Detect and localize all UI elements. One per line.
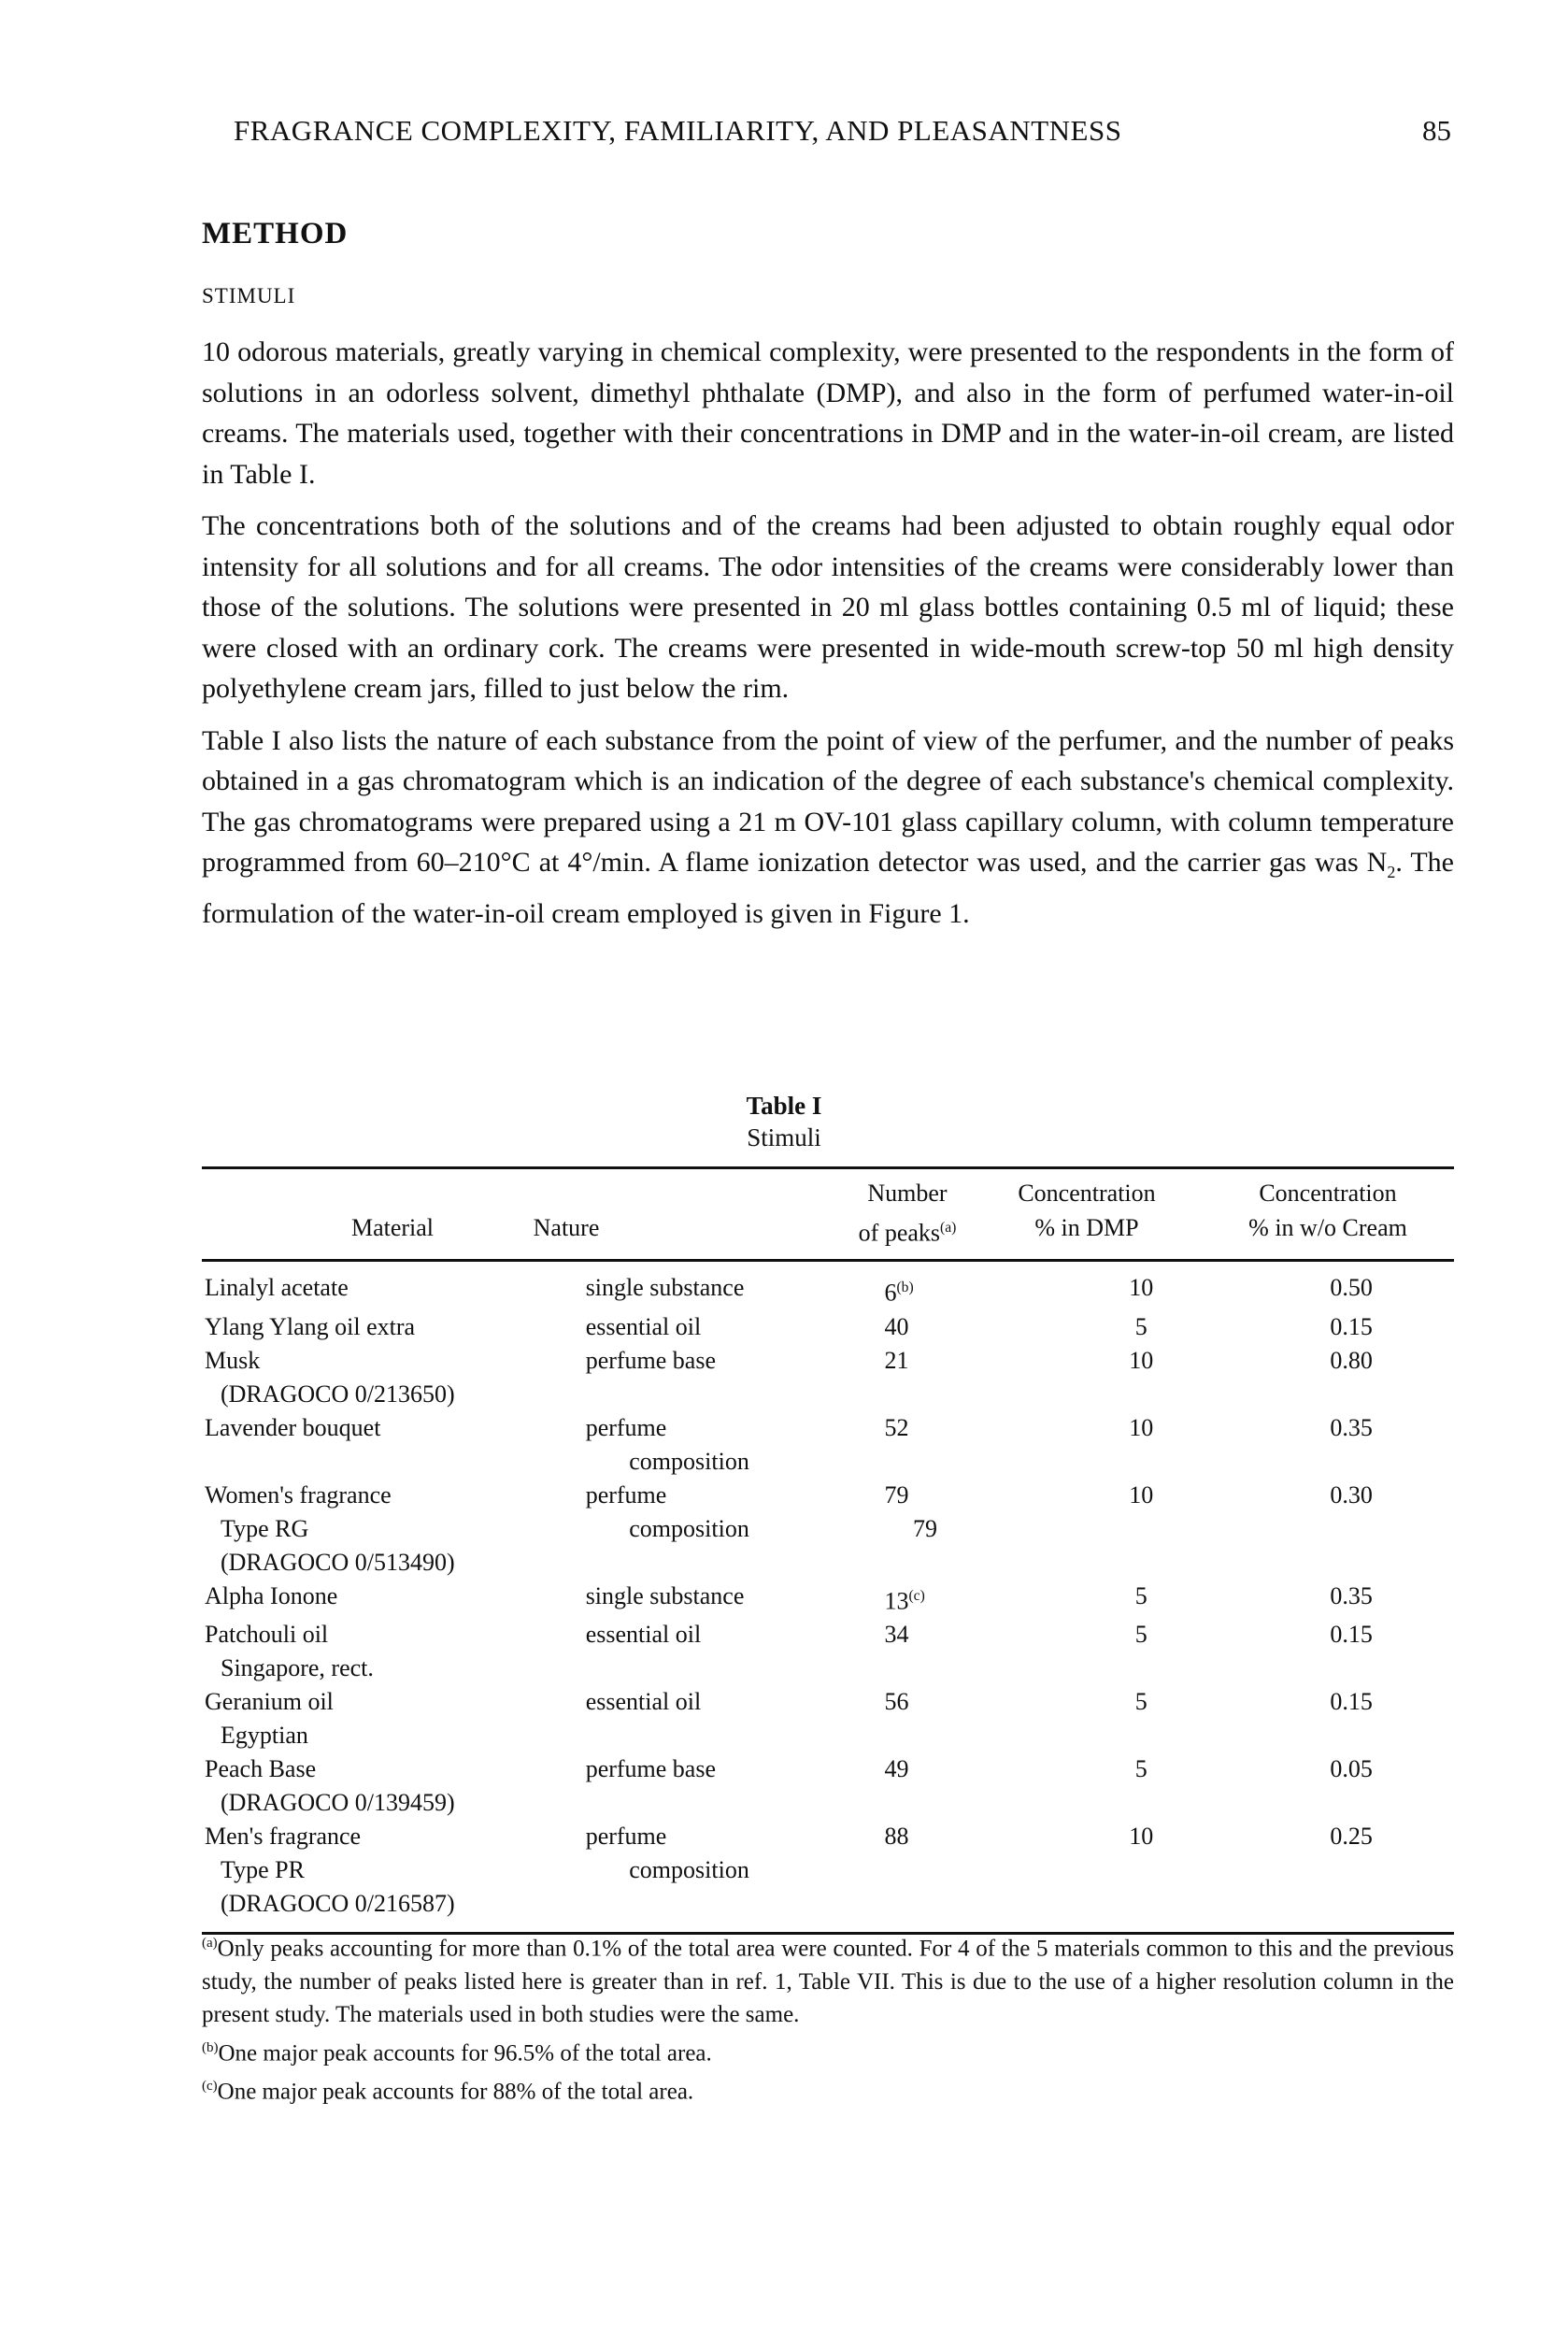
cell-cream bbox=[1259, 1378, 1454, 1411]
cell-nature: perfume base bbox=[585, 1346, 717, 1374]
cell-material: (DRAGOCO 0/139459) bbox=[221, 1789, 455, 1817]
header-dmp-line2: % in DMP bbox=[1034, 1214, 1139, 1241]
table-row bbox=[202, 1344, 1454, 1378]
cell-dmp bbox=[1055, 1652, 1259, 1685]
peaks-value: 34 bbox=[884, 1621, 909, 1649]
header-nature: Nature bbox=[533, 1214, 600, 1241]
cell-material: (DRAGOCO 0/216587) bbox=[221, 1890, 455, 1918]
cell-nature: composition bbox=[629, 1856, 749, 1884]
cell-nature: single substance bbox=[585, 1581, 745, 1609]
cell-peaks bbox=[884, 1580, 1033, 1619]
peaks-value: 88 bbox=[884, 1823, 909, 1851]
table-row bbox=[202, 1378, 1454, 1411]
cell-dmp: 10 bbox=[1129, 1480, 1154, 1509]
header-cream bbox=[1220, 1176, 1435, 1245]
table-header bbox=[202, 1169, 1454, 1259]
cell-dmp: 5 bbox=[1134, 1688, 1147, 1716]
footnote bbox=[202, 2070, 1454, 2109]
header-dmp bbox=[979, 1176, 1194, 1245]
cell-nature: essential oil bbox=[585, 1688, 702, 1716]
section-heading: METHOD bbox=[202, 217, 349, 250]
cell-material: Women's fragrance bbox=[205, 1480, 392, 1509]
cell-material: Lavender bouquet bbox=[205, 1413, 381, 1441]
cell-material: Peach Base bbox=[205, 1755, 317, 1783]
table-body bbox=[202, 1262, 1454, 1932]
header-peaks-line1: Number bbox=[867, 1180, 948, 1207]
subscript: 2 bbox=[1387, 863, 1396, 881]
cell-cream: 0.05 bbox=[1330, 1755, 1373, 1783]
footnote-text: One major peak accounts for 96.5% of the total area. bbox=[218, 2040, 712, 2066]
paragraph bbox=[202, 721, 1454, 935]
cell-dmp bbox=[1055, 1378, 1259, 1411]
body-text bbox=[202, 332, 1454, 945]
cell-dmp: 10 bbox=[1129, 1346, 1154, 1374]
cell-peaks bbox=[913, 1445, 1055, 1479]
table-row bbox=[202, 1820, 1454, 1853]
footnote bbox=[202, 1927, 1454, 2032]
footnote-mark: (c) bbox=[202, 2078, 218, 2094]
cell-nature bbox=[582, 1887, 913, 1921]
table-row bbox=[202, 1271, 1454, 1310]
table-subtitle: Stimuli bbox=[747, 1123, 821, 1151]
cell-cream bbox=[1259, 1445, 1454, 1479]
paragraph-text: Table I also lists the nature of each substance from the point of view of the perfumer, and the number of peaks obtained in a gas chromatogram which is an indication of the degree of each substance's chemical complexity. The gas chromatograms were prepared using a 21 m OV-101 glass capillary column, with column temperature programmed from 60–210°C at 4°/min. A flame ionization detector was used, and the carrier gas was N bbox=[202, 724, 1454, 878]
paragraph: The concentrations both of the solutions and of the creams had been adjusted to obtain roughly equal odor intensity for all solutions and for all creams. The odor intensities of the creams were considerably lower than those of the solutions. The solutions were presented in 20 ml glass bottles containing 0.5 ml of liquid; these were closed with an ordinary cork. The creams were presented in wide-mouth screw-top 50 ml high density polyethylene cream jars, filled to just below the rim. bbox=[202, 510, 1454, 704]
cell-dmp bbox=[1055, 1445, 1259, 1479]
table-row bbox=[202, 1479, 1454, 1512]
table-row bbox=[202, 1512, 1454, 1546]
cell-nature bbox=[582, 1378, 913, 1411]
cell-cream bbox=[1259, 1512, 1454, 1546]
cell-nature bbox=[582, 1652, 913, 1685]
header-peaks bbox=[837, 1176, 977, 1251]
cell-dmp bbox=[1055, 1887, 1259, 1921]
cell-material: Type PR bbox=[221, 1856, 305, 1884]
table-row bbox=[202, 1719, 1454, 1752]
cell-material: Musk bbox=[205, 1346, 261, 1374]
header-dmp-line1: Concentration bbox=[1018, 1180, 1156, 1207]
cell-cream: 0.15 bbox=[1330, 1621, 1373, 1649]
peaks-value: 40 bbox=[884, 1312, 909, 1340]
running-title: FRAGRANCE COMPLEXITY, FAMILIARITY, AND PLEASANTNESS bbox=[234, 114, 1122, 147]
cell-cream bbox=[1259, 1887, 1454, 1921]
cell-cream: 0.80 bbox=[1330, 1346, 1373, 1374]
cell-peaks bbox=[913, 1786, 1055, 1820]
table-footnotes bbox=[202, 1927, 1454, 2108]
header-cream-line2: % in w/o Cream bbox=[1248, 1214, 1407, 1241]
cell-nature: essential oil bbox=[585, 1312, 702, 1340]
footnote-mark: (b) bbox=[202, 2039, 219, 2055]
cell-cream bbox=[1259, 1853, 1454, 1887]
cell-peaks bbox=[913, 1378, 1055, 1411]
cell-nature: single substance bbox=[585, 1274, 745, 1301]
table-row bbox=[202, 1752, 1454, 1786]
header-material: Material bbox=[350, 1214, 435, 1241]
cell-material: (DRAGOCO 0/213650) bbox=[221, 1380, 455, 1408]
cell-cream bbox=[1259, 1719, 1454, 1752]
cell-nature bbox=[582, 1786, 913, 1820]
cell-nature: composition bbox=[629, 1514, 749, 1542]
cell-peaks bbox=[913, 1546, 1055, 1580]
footnote-mark: (a) bbox=[940, 1220, 957, 1236]
peaks-value: 52 bbox=[884, 1413, 909, 1441]
cell-dmp bbox=[1055, 1853, 1259, 1887]
cell-nature: perfume bbox=[585, 1823, 667, 1851]
cell-peaks bbox=[913, 1719, 1055, 1752]
peaks-value: 13 bbox=[884, 1587, 909, 1615]
cell-dmp: 10 bbox=[1129, 1413, 1154, 1441]
cell-material: Men's fragrance bbox=[205, 1823, 362, 1851]
peaks-value: 6 bbox=[884, 1279, 897, 1307]
cell-material: Type RG bbox=[221, 1514, 309, 1542]
footnote-mark: (a) bbox=[202, 1936, 218, 1951]
cell-cream bbox=[1259, 1652, 1454, 1685]
header-peaks-line2: of peaks bbox=[858, 1219, 941, 1247]
peaks-value: 49 bbox=[884, 1755, 909, 1783]
peaks-value: 56 bbox=[884, 1688, 909, 1716]
cell-material bbox=[202, 1445, 582, 1479]
paragraph-text: . The formulation of the water-in-oil cream employed is given in Figure 1. bbox=[202, 847, 1454, 929]
footnote-text: Only peaks accounting for more than 0.1% of the total area were counted. For 4 of the 5 materials common to this and the previous study, the number of peaks listed here is greater than in ref. 1, Table VII. This is due to the use of a higher resolution column in the present study. The materials used in both studies were the same. bbox=[202, 1936, 1454, 2028]
cell-peaks bbox=[884, 1479, 1033, 1512]
cell-peaks bbox=[913, 1887, 1055, 1921]
cell-dmp bbox=[1055, 1512, 1259, 1546]
cell-nature: composition bbox=[629, 1447, 749, 1475]
table-title: Table I bbox=[746, 1092, 822, 1120]
cell-cream: 0.35 bbox=[1330, 1581, 1373, 1609]
table-caption bbox=[0, 1090, 1568, 1153]
cell-material: Alpha Ionone bbox=[205, 1581, 338, 1609]
peaks-value: 79 bbox=[913, 1514, 937, 1542]
cell-peaks bbox=[884, 1310, 1033, 1344]
cell-nature bbox=[582, 1546, 913, 1580]
table-row bbox=[202, 1786, 1454, 1820]
table-row bbox=[202, 1546, 1454, 1580]
cell-dmp bbox=[1055, 1719, 1259, 1752]
peaks-value: 21 bbox=[884, 1346, 909, 1374]
cell-peaks bbox=[913, 1853, 1055, 1887]
cell-cream: 0.15 bbox=[1330, 1312, 1373, 1340]
cell-peaks bbox=[884, 1685, 1033, 1719]
cell-material: Patchouli oil bbox=[205, 1621, 329, 1649]
cell-nature bbox=[582, 1719, 913, 1752]
table-row bbox=[202, 1887, 1454, 1921]
cell-cream bbox=[1259, 1786, 1454, 1820]
cell-cream: 0.15 bbox=[1330, 1688, 1373, 1716]
cell-dmp: 10 bbox=[1129, 1274, 1154, 1301]
cell-peaks bbox=[884, 1752, 1033, 1786]
header-cream-line1: Concentration bbox=[1259, 1180, 1397, 1207]
cell-material: Singapore, rect. bbox=[221, 1654, 374, 1682]
cell-material: (DRAGOCO 0/513490) bbox=[221, 1548, 455, 1576]
cell-cream: 0.25 bbox=[1330, 1823, 1373, 1851]
footnote bbox=[202, 2032, 1454, 2070]
cell-cream: 0.30 bbox=[1330, 1480, 1373, 1509]
table-row bbox=[202, 1310, 1454, 1344]
table-row bbox=[202, 1652, 1454, 1685]
cell-dmp: 5 bbox=[1134, 1581, 1147, 1609]
stimuli-table bbox=[202, 1166, 1454, 1935]
cell-dmp: 5 bbox=[1134, 1312, 1147, 1340]
table-row bbox=[202, 1411, 1454, 1445]
table-row bbox=[202, 1853, 1454, 1887]
footnote-mark: (c) bbox=[908, 1587, 925, 1604]
footnote-text: One major peak accounts for 88% of the total area. bbox=[217, 2078, 694, 2104]
page-number: 85 bbox=[1422, 114, 1451, 147]
table-row bbox=[202, 1685, 1454, 1719]
table-row bbox=[202, 1618, 1454, 1652]
cell-peaks bbox=[913, 1512, 1055, 1546]
cell-cream bbox=[1259, 1546, 1454, 1580]
paragraph: 10 odorous materials, greatly varying in chemical complexity, were presented to the respondents in the form of solutions in an odorless solvent, dimethyl phthalate (DMP), and also in the form of perfumed water-in-oil creams. The materials used, together with their concentrations in DMP and in the water-in-oil cream, are listed in Table I. bbox=[202, 336, 1454, 490]
cell-nature: perfume base bbox=[585, 1755, 717, 1783]
cell-dmp: 10 bbox=[1129, 1823, 1154, 1851]
cell-cream: 0.50 bbox=[1330, 1274, 1373, 1301]
cell-dmp: 5 bbox=[1134, 1755, 1147, 1783]
cell-dmp bbox=[1055, 1546, 1259, 1580]
cell-dmp: 5 bbox=[1134, 1621, 1147, 1649]
cell-material: Ylang Ylang oil extra bbox=[205, 1312, 416, 1340]
table-row bbox=[202, 1580, 1454, 1619]
cell-peaks bbox=[884, 1271, 1033, 1310]
cell-material: Linalyl acetate bbox=[205, 1274, 349, 1301]
cell-nature: perfume bbox=[585, 1480, 667, 1509]
cell-nature: perfume bbox=[585, 1413, 667, 1441]
cell-peaks bbox=[913, 1652, 1055, 1685]
peaks-value: 79 bbox=[884, 1480, 909, 1509]
cell-peaks bbox=[884, 1618, 1033, 1652]
cell-peaks bbox=[884, 1344, 1033, 1378]
cell-dmp bbox=[1055, 1786, 1259, 1820]
cell-material: Geranium oil bbox=[205, 1688, 334, 1716]
cell-material: Egyptian bbox=[221, 1722, 308, 1750]
cell-nature: essential oil bbox=[585, 1621, 702, 1649]
cell-cream: 0.35 bbox=[1330, 1413, 1373, 1441]
cell-peaks bbox=[884, 1820, 1033, 1853]
table-row bbox=[202, 1445, 1454, 1479]
footnote-mark: (b) bbox=[896, 1280, 914, 1295]
cell-peaks bbox=[884, 1411, 1033, 1445]
subsection-heading: STIMULI bbox=[202, 284, 296, 307]
